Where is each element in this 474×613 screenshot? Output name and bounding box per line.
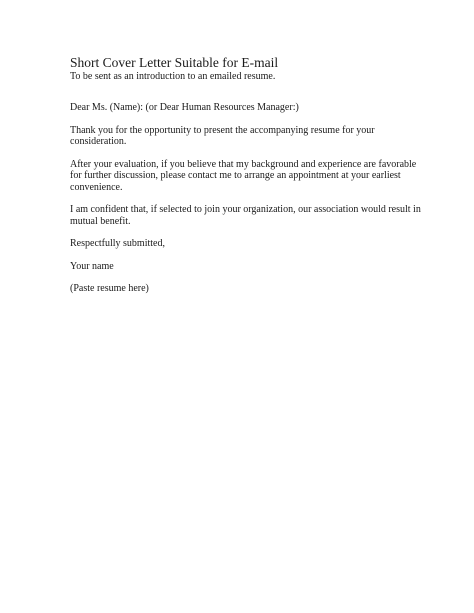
paragraph-line: consideration. (70, 136, 127, 147)
signature-name: Your name (70, 260, 114, 272)
paragraph-opportunity (70, 125, 410, 148)
paragraph-line: Thank you for the opportunity to present the accompanying resume for your (70, 124, 375, 136)
paragraph-evaluation (70, 158, 417, 194)
letter-subtitle: To be sent as an introduction to an emailed resume. (70, 71, 276, 82)
paragraph-line: mutual benefit. (70, 215, 131, 227)
paragraph-line: for further discussion, please contact me to arrange an appointment at your earliest (70, 170, 401, 181)
paragraph-confidence (70, 204, 421, 227)
paragraph-line: I am confident that, if selected to join your organization, our association would result in (70, 204, 421, 215)
closing: Respectfully submitted, (70, 238, 165, 249)
attachment-note: (Paste resume here) (70, 283, 149, 294)
letter-title: Short Cover Letter Suitable for E-mail (70, 55, 279, 70)
paragraph-line: After your evaluation, if you believe that my background and experience are favorable (70, 158, 417, 170)
salutation: Dear Ms. (Name): (or Dear Human Resources Manager:) (70, 102, 299, 113)
letter-body (70, 55, 421, 306)
paragraph-line: convenience. (70, 181, 123, 193)
